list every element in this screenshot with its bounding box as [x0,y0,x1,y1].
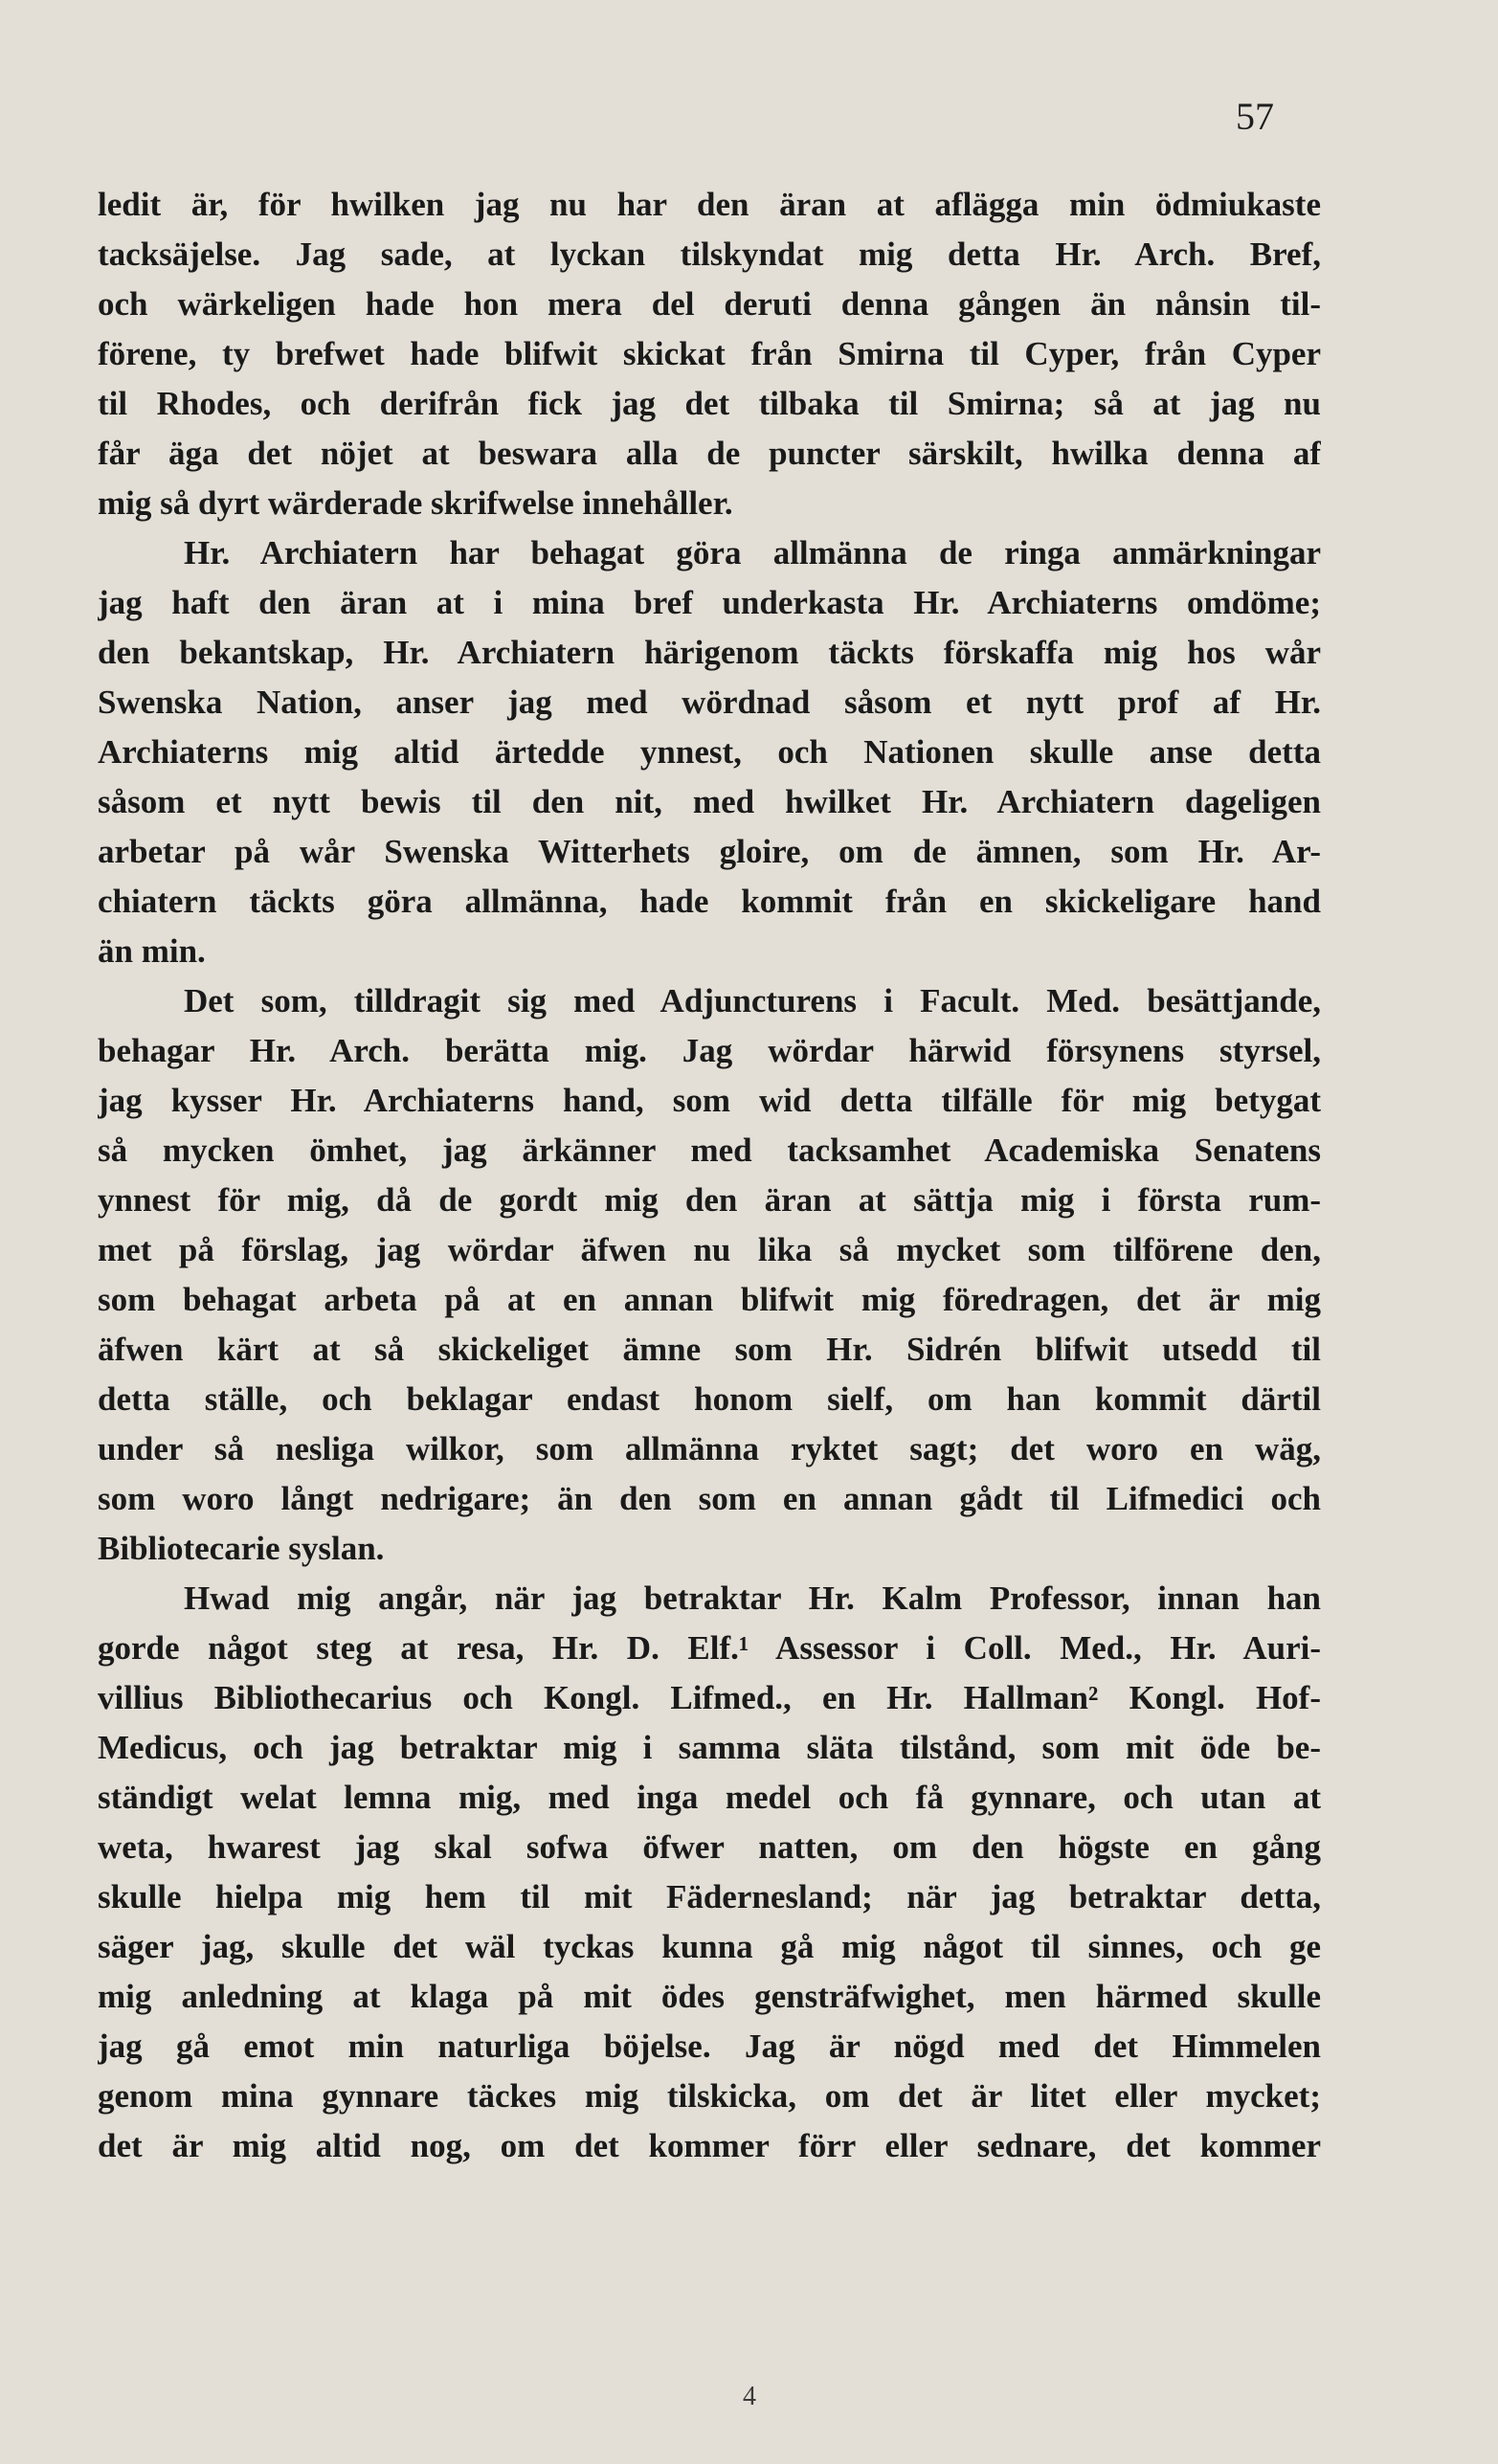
text-line: ynnest för mig, då de gordt mig den äran at sättja mig i första rum- [98,1181,1321,1219]
text-line: såsom et nytt bewis til den nit, med hwilket Hr. Archiatern dageligen [98,783,1321,820]
text-line: mig så dyrt wärderade skrifwelse innehåller. [98,484,733,522]
text-line: och wärkeligen hade hon mera del deruti denna gången än nånsin til- [98,285,1321,323]
text-line: jag kysser Hr. Archiaterns hand, som wid detta tilfälle för mig betygat [98,1082,1321,1119]
text-line: Archiaterns mig altid ärtedde ynnest, och Nationen skulle anse detta [98,733,1321,771]
text-line: äfwen kärt at så skickeliget ämne som Hr. Sidrén blifwit utsedd til [98,1331,1321,1368]
text-line: får äga det nöjet at beswara alla de puncter särskilt, hwilka denna af [98,435,1321,472]
text-line: til Rhodes, och derifrån fick jag det tilbaka til Smirna; så at jag nu [98,385,1321,422]
text-line: som behagat arbeta på at en annan blifwit mig föredragen, det är mig [98,1281,1321,1318]
text-line: jag haft den äran at i mina bref underkasta Hr. Archiaterns omdöme; [98,584,1321,621]
signature-mark: 4 [743,2382,756,2411]
text-line: detta ställe, och beklagar endast honom sielf, om han kommit därtil [98,1380,1321,1418]
text-line: behagar Hr. Arch. berätta mig. Jag wördar härwid försynens styrsel, [98,1032,1321,1069]
text-line: villius Bibliothecarius och Kongl. Lifmed., en Hr. Hallman² Kongl. Hof- [98,1679,1321,1716]
text-line: Swenska Nation, anser jag med wördnad såsom et nytt prof af Hr. [98,683,1321,721]
text-line: säger jag, skulle det wäl tyckas kunna gå mig något til sinnes, och ge [98,1928,1321,1965]
text-line: met på förslag, jag wördar äfwen nu lika så mycket som tilförene den, [98,1231,1321,1268]
text-line: mig anledning at klaga på mit ödes gensträfwighet, men härmed skulle [98,1978,1321,2015]
text-line: förene, ty brefwet hade blifwit skickat från Smirna til Cyper, från Cyper [98,335,1321,372]
text-line: gorde något steg at resa, Hr. D. Elf.¹ Assessor i Coll. Med., Hr. Auri- [98,1629,1321,1667]
text-line: Hwad mig angår, när jag betraktar Hr. Kalm Professor, innan han [184,1579,1321,1617]
text-line: det är mig altid nog, om det kommer förr eller sednare, det kommer [98,2127,1321,2164]
text-line: genom mina gynnare täckes mig tilskicka, om det är litet eller mycket; [98,2077,1321,2115]
text-line: Bibliotecarie syslan. [98,1530,385,1567]
text-line: weta, hwarest jag skal sofwa öfwer natten, om den högste en gång [98,1828,1321,1866]
text-line: arbetar på wår Swenska Witterhets gloire, om de ämnen, som Hr. Ar- [98,833,1321,870]
text-line: skulle hielpa mig hem til mit Fädernesland; när jag betraktar detta, [98,1878,1321,1915]
page-number: 57 [1236,95,1274,138]
text-line: Medicus, och jag betraktar mig i samma släta tilstånd, som mit öde be- [98,1729,1321,1766]
text-line: tacksäjelse. Jag sade, at lyckan tilskyndat mig detta Hr. Arch. Bref, [98,235,1321,273]
text-line: än min. [98,932,206,970]
text-line: den bekantskap, Hr. Archiatern härigenom täckts förskaffa mig hos wår [98,634,1321,671]
text-line: jag gå emot min naturliga böjelse. Jag är nögd med det Himmelen [98,2027,1321,2065]
text-line: Hr. Archiatern har behagat göra allmänna de ringa anmärkningar [184,534,1321,571]
text-line: Det som, tilldragit sig med Adjuncturens i Facult. Med. besättjande, [184,982,1321,1019]
text-line: så mycken ömhet, jag ärkänner med tacksamhet Academiska Senatens [98,1131,1321,1169]
text-line: som woro långt nedrigare; än den som en annan gådt til Lifmedici och [98,1480,1321,1517]
text-line: ständigt welat lemna mig, med inga medel och få gynnare, och utan at [98,1779,1321,1816]
body-text [98,180,1321,2171]
text-line: under så nesliga wilkor, som allmänna ryktet sagt; det woro en wäg, [98,1430,1321,1467]
text-line: chiatern täckts göra allmänna, hade kommit från en skickeligare hand [98,883,1321,920]
text-line: ledit är, för hwilken jag nu har den äran at aflägga min ödmiukaste [98,186,1321,223]
